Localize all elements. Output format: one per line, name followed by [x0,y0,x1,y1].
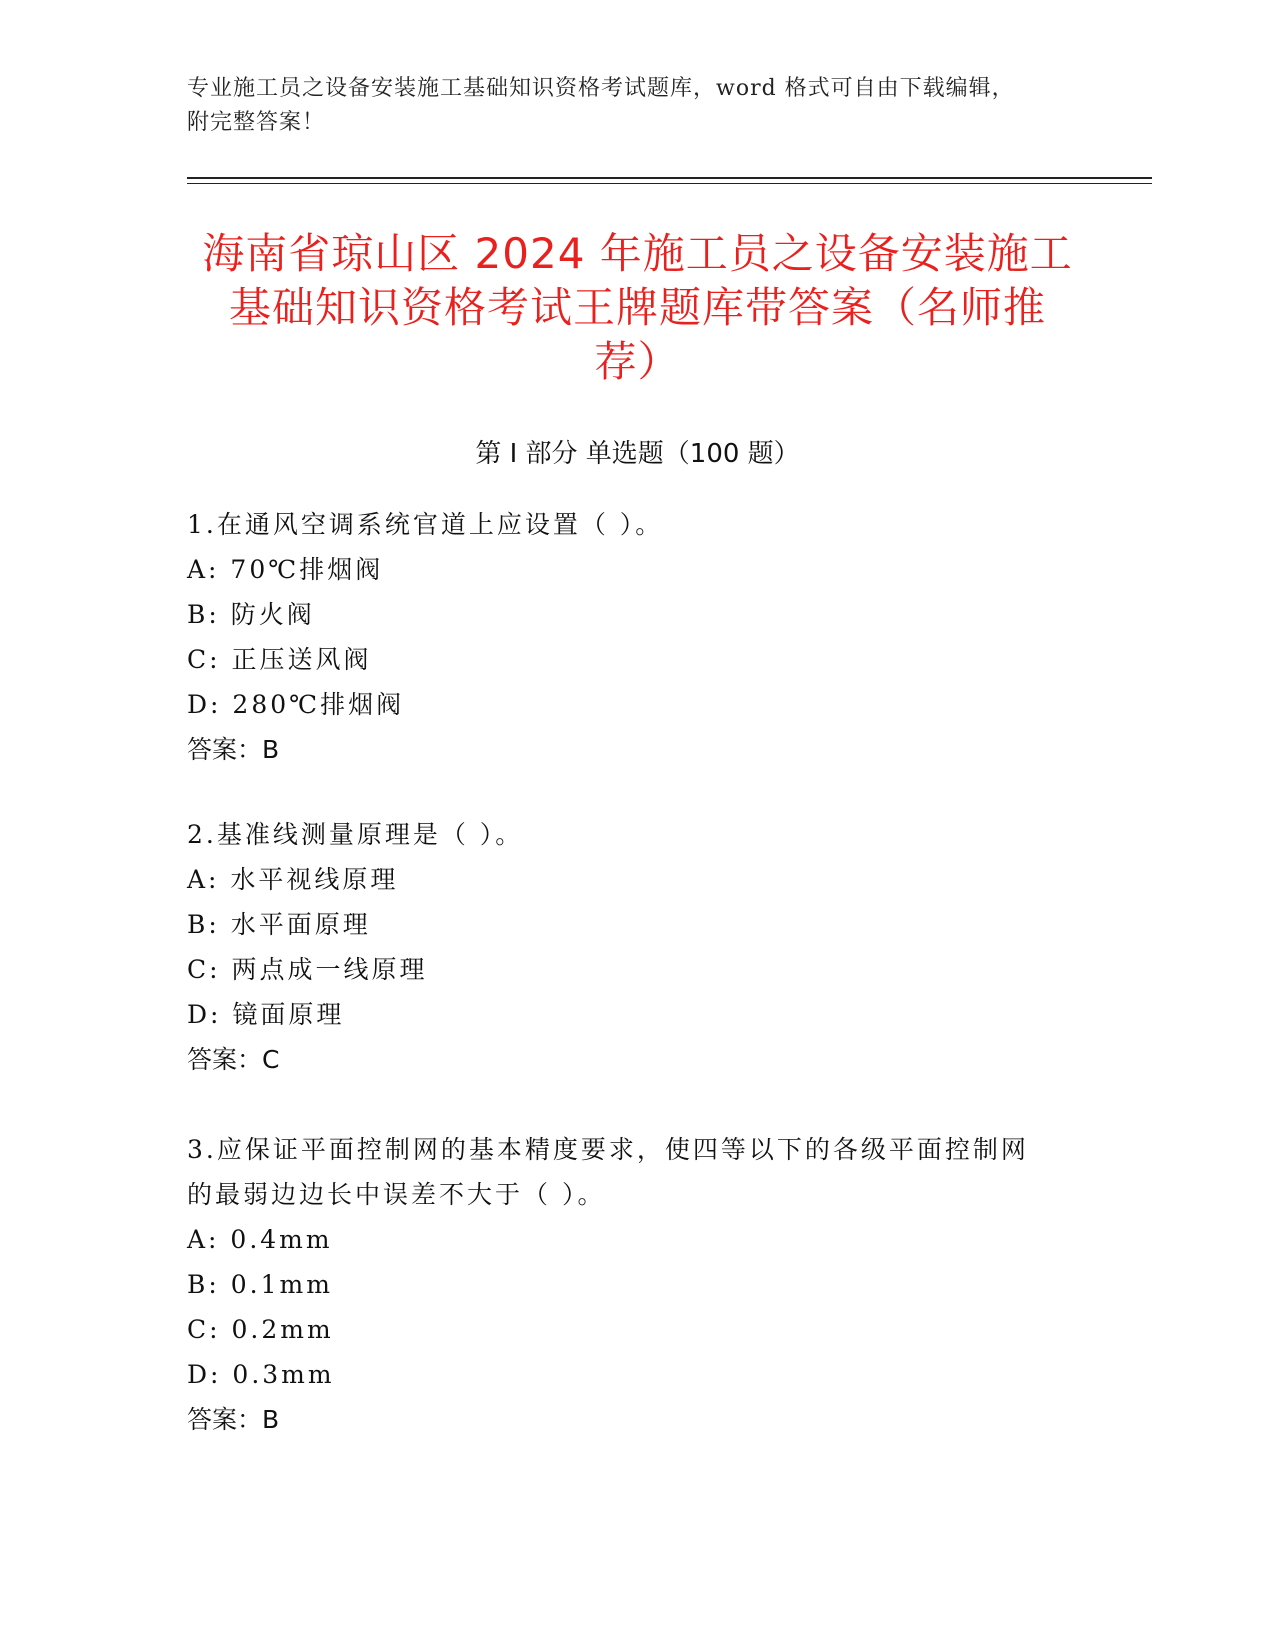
answer: 答案：B [187,735,280,764]
question-stem-line-1: 3.应保证平面控制网的基本精度要求，使四等以下的各级平面控制网 [187,1135,1029,1164]
option-d: D: 0.3mm [187,1360,335,1389]
option-b: B: 水平面原理 [187,910,371,939]
question-stem-line-2: 的最弱边边长中误差不大于（ ）。 [187,1180,606,1209]
option-a: A: 0.4mm [187,1225,333,1254]
header-note [187,72,1087,140]
question-1 [187,502,1067,772]
answer: 答案：C [187,1045,280,1074]
section-title: 第 I 部分 单选题（100 题） [475,439,800,469]
option-b: B: 0.1mm [187,1270,333,1299]
header-divider-thin [187,183,1152,184]
option-d: D: 280℃排烟阀 [187,690,405,719]
document-title-line-3: 荐） [594,337,681,386]
question-3 [187,1127,1067,1442]
document-title [150,227,1125,389]
question-2 [187,812,1067,1082]
option-c: C: 两点成一线原理 [187,955,428,984]
option-a: A: 70℃排烟阀 [187,555,384,584]
question-stem: 1.在通风空调系统官道上应设置（ ）。 [187,510,664,539]
document-title-line-2: 基础知识资格考试王牌题库带答案（名师推 [228,283,1046,332]
option-b: B: 防火阀 [187,600,315,629]
header-note-line-2: 附完整答案！ [187,110,326,135]
option-a: A: 水平视线原理 [187,865,399,894]
answer: 答案：B [187,1405,280,1434]
option-c: C: 正压送风阀 [187,645,372,674]
option-d: D: 镜面原理 [187,1000,345,1029]
question-stem: 2.基准线测量原理是（ ）。 [187,820,524,849]
option-c: C: 0.2mm [187,1315,334,1344]
header-note-line-1: 专业施工员之设备安装施工基础知识资格考试题库，word 格式可自由下载编辑， [187,76,1015,101]
document-title-line-1: 海南省琼山区 2024 年施工员之设备安装施工 [202,229,1073,278]
header-divider-thick [187,177,1152,179]
